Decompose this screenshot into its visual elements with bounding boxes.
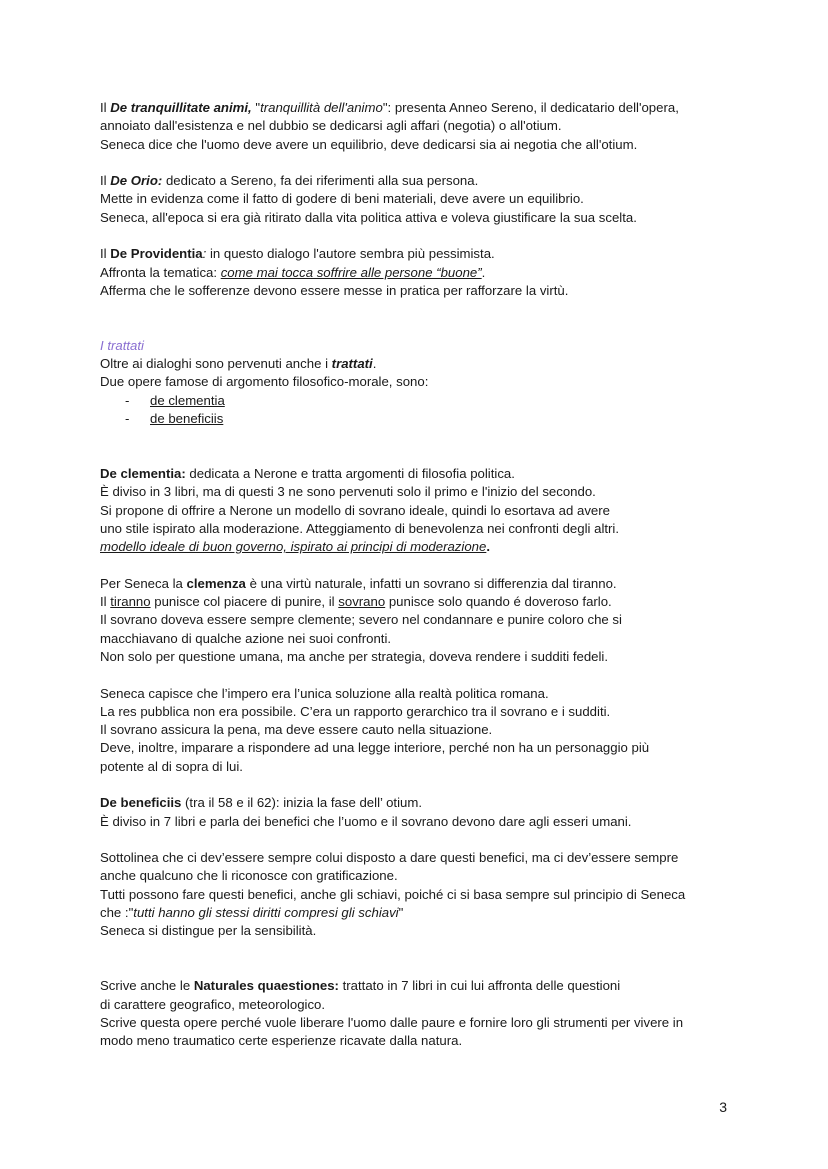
text-line: Seneca si distingue per la sensibilità. bbox=[100, 923, 317, 939]
text-line: Non solo per questione umana, ma anche per strategia, doveva rendere i sudditi fedeli. bbox=[100, 648, 609, 664]
text-line: Mette in evidenza come il fatto di godere di beni materiali, deve avere un equilibrio. bbox=[100, 191, 584, 207]
text-line: Seneca dice che l'uomo deve avere un equilibrio, deve dedicarsi sia ai negotia che all'otium. bbox=[100, 136, 638, 152]
text-line: Scrive anche le Naturales quaestiones: trattato in 7 libri in cui lui affronta delle questioni bbox=[100, 978, 621, 994]
list-item-label: de beneficiis bbox=[150, 411, 224, 427]
list-item: - de clementia bbox=[125, 392, 225, 408]
works-list bbox=[100, 392, 740, 429]
paragraph-de-beneficiis bbox=[100, 794, 740, 831]
text-line: Afferma che le sofferenze devono essere messe in pratica per rafforzare la virtù. bbox=[100, 282, 569, 298]
section-heading: I trattati bbox=[100, 337, 144, 353]
list-item: - de beneficiis bbox=[125, 411, 224, 427]
page-number: 3 bbox=[719, 1099, 727, 1115]
text-line: La res pubblica non era possibile. C’era un rapporto gerarchico tra il sovrano e i sudditi. bbox=[100, 703, 611, 719]
text-line: Sottolinea che ci dev’essere sempre colui disposto a dare questi benefici, ma ci dev’essere sempre bbox=[100, 850, 679, 866]
text-line: È diviso in 3 libri, ma di questi 3 ne sono pervenuti solo il primo e l'inizio del secondo. bbox=[100, 484, 596, 500]
text-line: Il sovrano assicura la pena, ma deve essere cauto nella situazione. bbox=[100, 722, 493, 738]
work-title: De Orio: bbox=[110, 173, 163, 189]
text-line: Affronta la tematica: come mai tocca soffrire alle persone “buone”. bbox=[100, 264, 486, 280]
text-line: De beneficiis (tra il 58 e il 62): inizia la fase dell’ otium. bbox=[100, 795, 423, 811]
text-line: De clementia: dedicata a Nerone e tratta argomenti di filosofia politica. bbox=[100, 465, 515, 481]
text-line: che :"tutti hanno gli stessi diritti compresi gli schiavi" bbox=[100, 905, 404, 921]
list-item-label: de clementia bbox=[150, 392, 225, 408]
text-line: Due opere famose di argomento filosofico-morale, sono: bbox=[100, 374, 429, 390]
underlined-phrase: modello ideale di buon governo, ispirato ai principi di moderazione bbox=[100, 539, 487, 555]
work-title: Naturales quaestiones: bbox=[193, 978, 339, 994]
paragraph-clemenza bbox=[100, 575, 740, 666]
text-line: anche qualcuno che li riconosce con gratificazione. bbox=[100, 868, 398, 884]
underlined-phrase: come mai tocca soffrire alle persone “buone” bbox=[220, 264, 482, 280]
paragraph-de-tranquillitate bbox=[100, 99, 740, 154]
section-trattati bbox=[100, 337, 740, 428]
text-line: Il De Orio: dedicato a Sereno, fa dei riferimenti alla sua persona. bbox=[100, 173, 479, 189]
text-line: Il De Providentia: in questo dialogo l'autore sembra più pessimista. bbox=[100, 246, 495, 262]
text-line: modello ideale di buon governo, ispirato ai principi di moderazione. bbox=[100, 539, 491, 555]
quote: tutti hanno gli stessi diritti compresi gli schiavi bbox=[133, 905, 399, 921]
text-line: Deve, inoltre, imparare a rispondere ad una legge interiore, perché non ha un personaggio più bbox=[100, 740, 650, 756]
text-line: di carattere geografico, meteorologico. bbox=[100, 996, 326, 1012]
document-page bbox=[100, 99, 740, 1050]
text-line: Si propone di offrire a Nerone un modello di sovrano ideale, quindi lo esortava ad avere bbox=[100, 502, 610, 518]
text-line: Tutti possono fare questi benefici, anche gli schiavi, poiché ci si basa sempre sul principio di Seneca bbox=[100, 886, 686, 902]
text-line: Oltre ai dialoghi sono pervenuti anche i trattati. bbox=[100, 356, 377, 372]
text-line: È diviso in 7 libri e parla dei benefici che l’uomo e il sovrano devono dare agli esseri umani. bbox=[100, 813, 632, 829]
text-line: macchiavano di qualche azione nei suoi confronti. bbox=[100, 630, 392, 646]
paragraph-naturales-quaestiones bbox=[100, 977, 740, 1050]
text-line: Il tiranno punisce col piacere di punire, il sovrano punisce solo quando é doveroso farlo. bbox=[100, 594, 612, 610]
text-line: potente al di sopra di lui. bbox=[100, 758, 243, 774]
text-line: Scrive questa opere perché vuole liberare l'uomo dalle paure e fornire loro gli strumenti per vivere in bbox=[100, 1014, 684, 1030]
paragraph-impero bbox=[100, 685, 740, 776]
paragraph-de-providentia bbox=[100, 245, 740, 300]
paragraph-sottolinea bbox=[100, 849, 740, 940]
text-line: modo meno traumatico certe esperienze ricavate dalla natura. bbox=[100, 1033, 463, 1049]
work-title: De tranquillitate animi, bbox=[110, 100, 252, 115]
paragraph-de-orio bbox=[100, 172, 740, 227]
text-line: Il sovrano doveva essere sempre clemente; severo nel condannare e punire coloro che si bbox=[100, 612, 622, 628]
paragraph-de-clementia bbox=[100, 465, 740, 556]
text-line: uno stile ispirato alla moderazione. Atteggiamento di benevolenza nei confronti degli altri. bbox=[100, 520, 620, 536]
text-line: Il De tranquillitate animi, "tranquillità dell'animo": presenta Anneo Sereno, il dedicatario dell'opera, bbox=[100, 100, 679, 115]
text-line: Seneca, all'epoca si era già ritirato dalla vita politica attiva e voleva giustificare la sua scelta. bbox=[100, 209, 637, 225]
text-line: Per Seneca la clemenza è una virtù naturale, infatti un sovrano si differenzia dal tiranno. bbox=[100, 575, 617, 591]
work-title: De Providentia bbox=[110, 246, 203, 262]
text-line: annoiato dall'esistenza e nel dubbio se dedicarsi agli affari (negotia) o all'otium. bbox=[100, 118, 562, 134]
work-title: De beneficiis bbox=[100, 795, 182, 811]
work-title: De clementia: bbox=[100, 465, 186, 481]
text-line: Seneca capisce che l’impero era l’unica soluzione alla realtà politica romana. bbox=[100, 685, 549, 701]
